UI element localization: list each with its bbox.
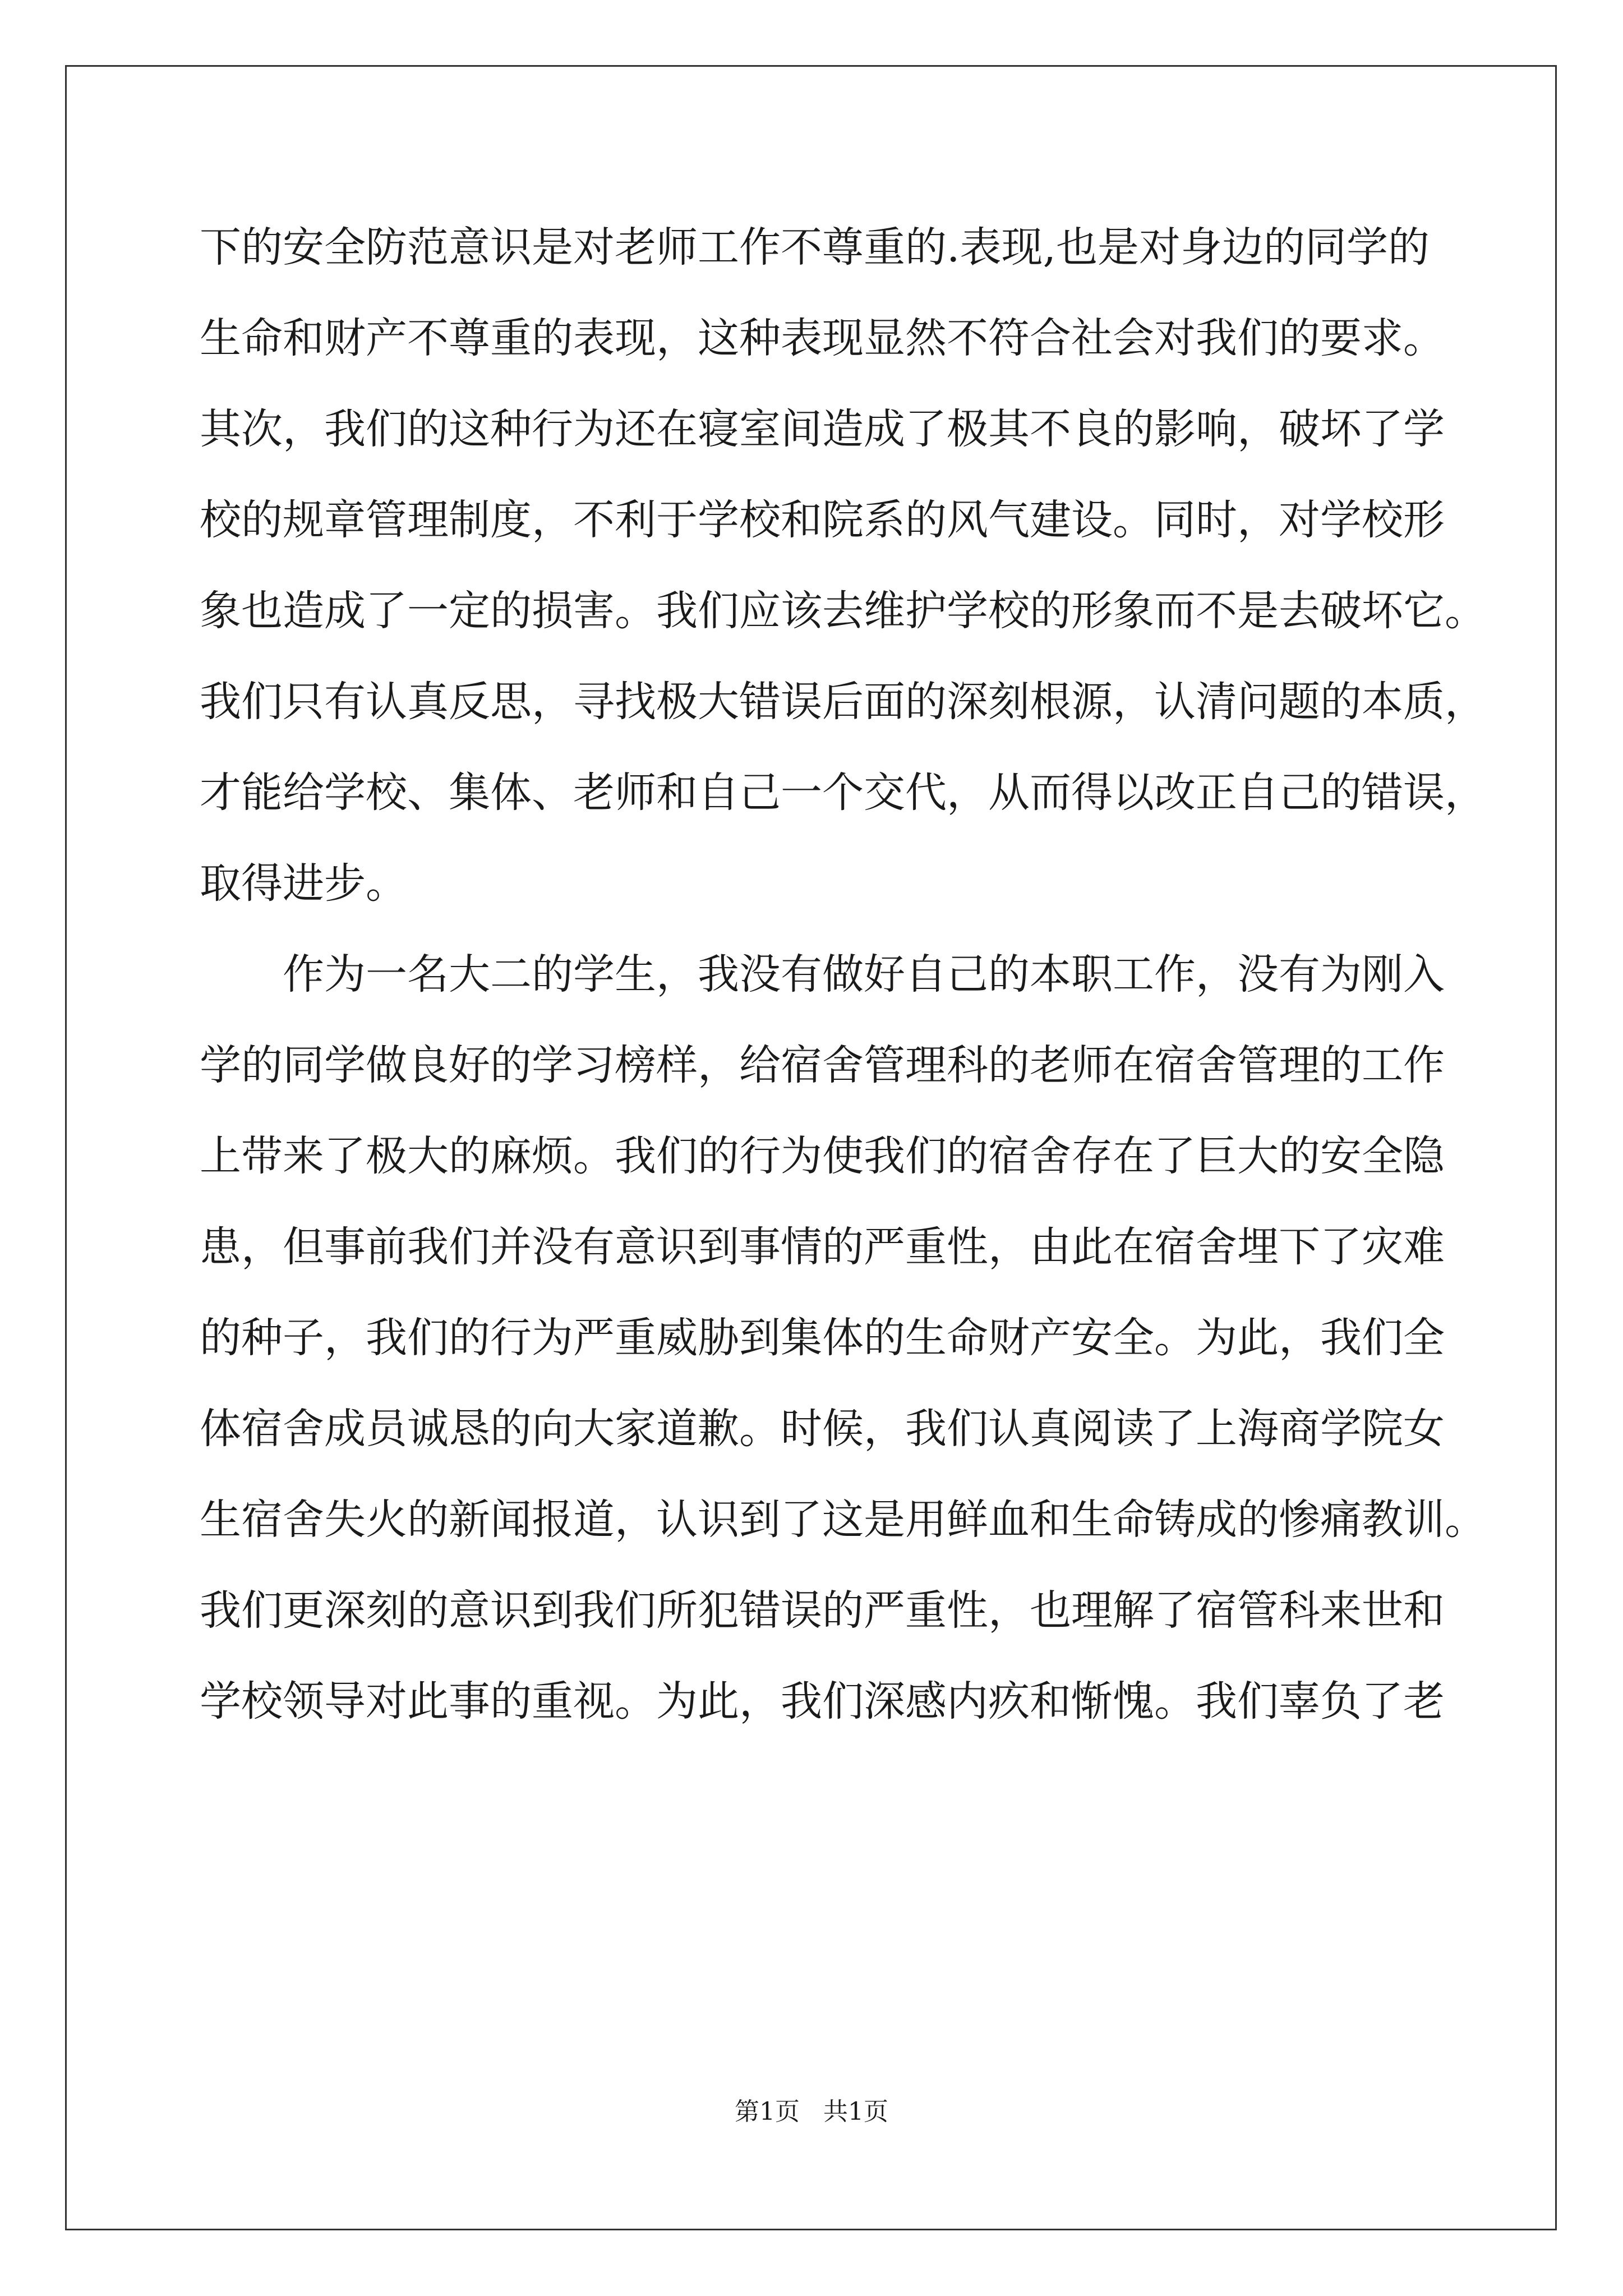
text-line: 才能给学校、集体、老师和自己一个交代，从而得以改正自己的错误， [200,769,1486,817]
text-line: 体宿舍成员诚恳的向大家道歉。时候，我们认真阅读了上海商学院女 [200,1405,1445,1453]
text-line: 的种子，我们的行为严重威胁到集体的生命财产安全。为此，我们全 [200,1314,1445,1362]
text-line: 我们更深刻的意识到我们所犯错误的严重性，也理解了宿管科来世和 [200,1586,1445,1635]
text-line: 生宿舍失火的新闻报道，认识到了这是用鲜血和生命铸成的惨痛教训。 [200,1496,1486,1544]
text-line: 取得进步。 [200,859,407,908]
text-line: 学校领导对此事的重视。为此，我们深感内疚和惭愧。我们辜负了老 [200,1677,1445,1726]
text-line: 下的安全防范意识是对老师工作不尊重的.表现,也是对身边的同学的 [200,223,1430,272]
text-line: 我们只有认真反思，寻找极大错误后面的深刻根源，认清问题的本质， [200,678,1486,726]
text-line: 象也造成了一定的损害。我们应该去维护学校的形象而不是去破坏它。 [200,587,1486,635]
text-line: 作为一名大二的学生，我没有做好自己的本职工作，没有为刚入 [283,950,1445,999]
text-line: 学的同学做良好的学习榜样，给宿舍管理科的老师在宿舍管理的工作 [200,1041,1445,1089]
document-body [200,202,1486,1747]
text-line: 患，但事前我们并没有意识到事情的严重性，由此在宿舍埋下了灾难 [200,1223,1445,1271]
text-line: 上带来了极大的麻烦。我们的行为使我们的宿舍存在了巨大的安全隐 [200,1132,1445,1180]
text-line: 校的规章管理制度，不利于学校和院系的风气建设。同时，对学校形 [200,496,1445,544]
text-line: 其次，我们的这种行为还在寝室间造成了极其不良的影响，破坏了学 [200,405,1445,453]
page-footer: 第1页 共1页 [735,2097,888,2126]
text-line: 生命和财产不尊重的表现，这种表现显然不符合社会对我们的要求。 [200,314,1445,362]
